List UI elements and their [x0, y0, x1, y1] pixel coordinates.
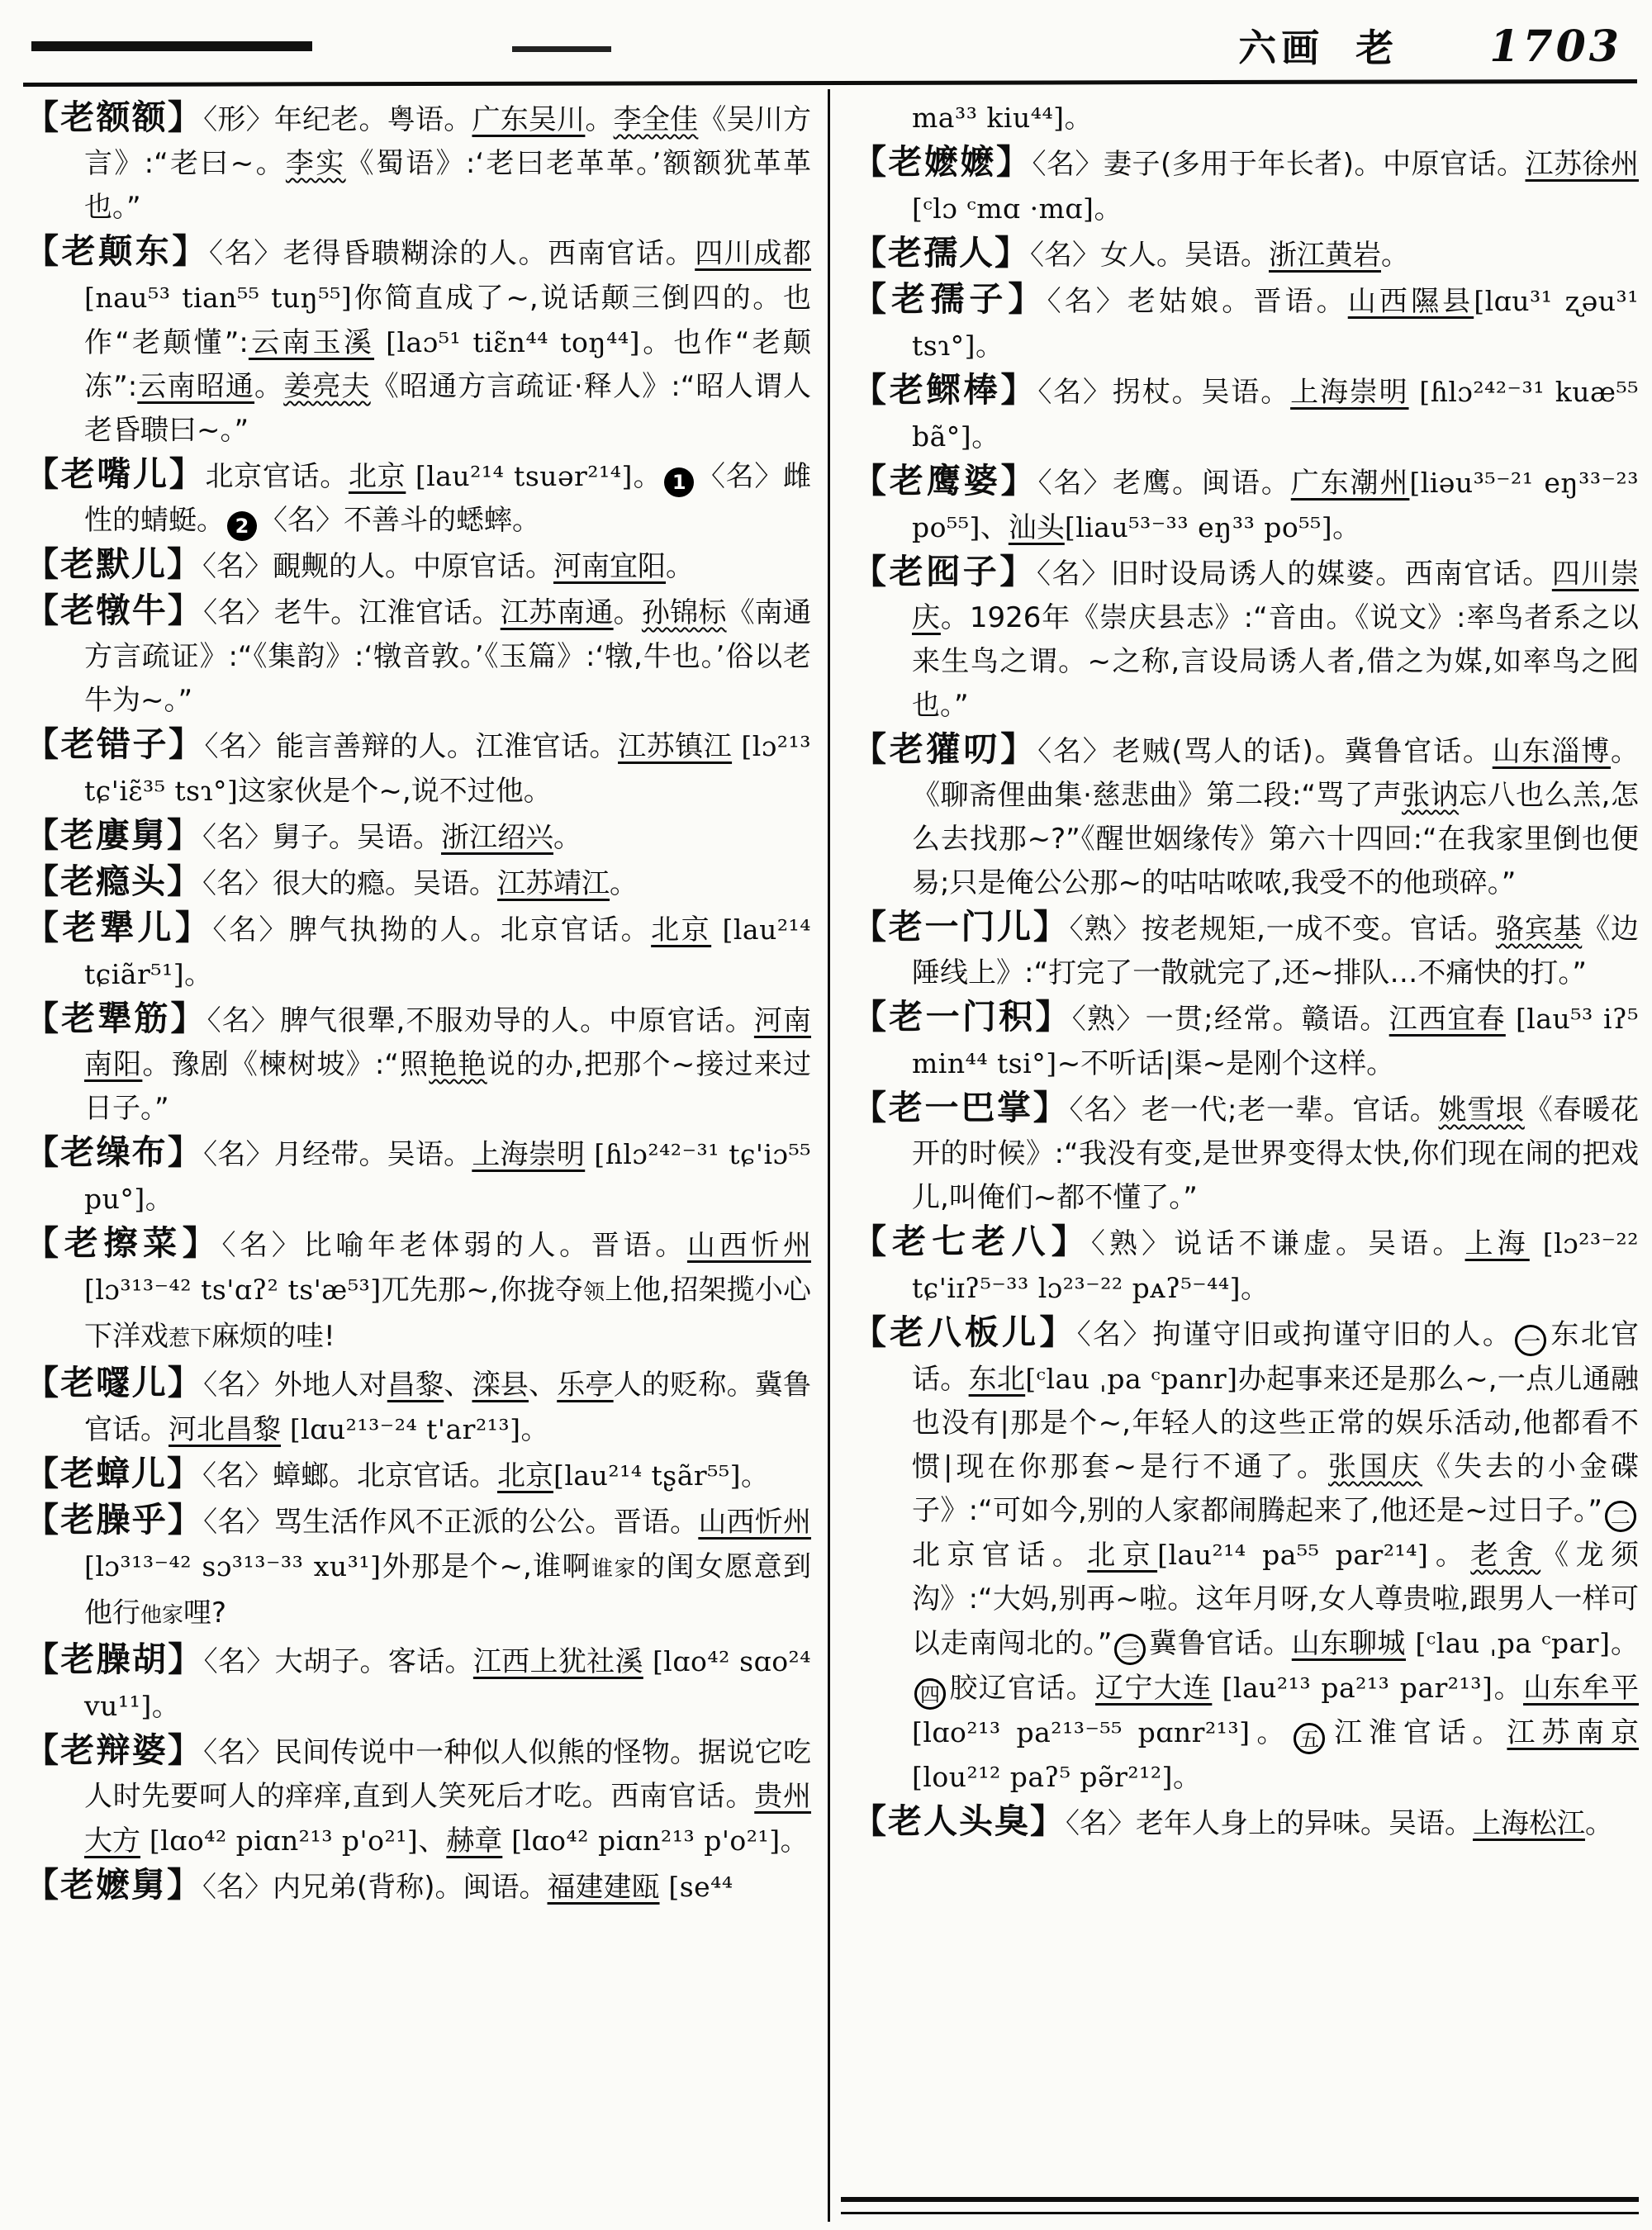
definition-text: 。: [741, 1459, 770, 1492]
definition-text: 〈名〉老一代;老一辈。官话。: [1069, 1094, 1439, 1127]
definition-text: 〈熟〉说话不谦虚。吴语。: [1090, 1227, 1465, 1260]
entry-headword: 【老八板儿】: [852, 1312, 1077, 1352]
definition-text: 。《聊斋俚曲集·慈悲曲》第二段:“骂了声: [912, 735, 1640, 812]
definition-text: ~不听话|渠~是刚个这样。: [1056, 1047, 1395, 1080]
dictionary-entry: [25, 1863, 811, 1910]
place-name: 河北昌黎: [169, 1413, 281, 1446]
dictionary-entry: [25, 230, 811, 453]
entry-headword: 【老廔舅】: [25, 815, 202, 855]
entry-headword: 【老鹰婆】: [852, 461, 1038, 501]
phonetic-transcription: [lau²¹⁴ tsuər²¹⁴]: [415, 460, 633, 492]
place-name: 山东牟平: [1523, 1672, 1640, 1705]
definition-text: 。: [976, 330, 1004, 363]
definition-text: [732, 730, 741, 763]
definition-text: 〈名〉旧时设局诱人的媒婆。西南官话。: [1037, 558, 1552, 591]
phonetic-transcription: [laɔ⁵¹ tiɛ̃n⁴⁴ toŋ⁴⁴]: [386, 326, 640, 358]
phonetic-transcription: [se⁴⁴: [668, 1871, 733, 1903]
dictionary-entry: [25, 1361, 811, 1452]
definition-text: 。: [585, 103, 614, 136]
definition-text: 〈名〉老贼(骂人的话)。冀鲁官话。: [1037, 735, 1493, 768]
radical-label: 老: [1355, 26, 1399, 70]
place-name: 河南南阳: [84, 1004, 812, 1081]
phonetic-transcription: [liau⁵³⁻³³ eŋ³³ po⁵⁵]: [1064, 511, 1333, 543]
phonetic-transcription: [lɔ²³⁻²² tɕ'iɪʔ⁵⁻³³ lɔ²³⁻²² pᴀʔ⁵⁻⁴⁴]: [912, 1227, 1640, 1304]
place-name: 云南玉溪: [248, 326, 375, 359]
definition-text: 。: [1585, 1807, 1613, 1840]
definition-text: 〈名〉靦觍的人。中原官话。: [202, 550, 553, 583]
phonetic-transcription: [nau⁵³ tian⁵⁵ tuŋ⁵⁵]: [84, 282, 353, 314]
dictionary-entry: [852, 1311, 1639, 1800]
definition-text: 。: [971, 420, 1000, 453]
definition-text: 〈名〉不善斗的蟋蟀。: [259, 504, 540, 537]
dictionary-entry: [852, 278, 1639, 368]
dictionary-entry: [25, 589, 811, 723]
place-name: 山东聊城: [1291, 1627, 1406, 1660]
definition-text: 《昭通方言疏证·释人》:“昭人谓人老昏聩曰~。”: [84, 370, 811, 447]
right-column: [852, 96, 1639, 1846]
definition-text: [1506, 1003, 1516, 1036]
definition-text: [281, 1413, 290, 1446]
definition-text: [1409, 376, 1420, 409]
definition-text: 。: [1381, 239, 1409, 272]
definition-text: 〈名〉很大的瘾。吴语。: [202, 867, 497, 900]
dictionary-entry: [852, 550, 1639, 728]
phonetic-transcription: [lɑu²¹³⁻²⁴ t'ar²¹³]: [289, 1413, 521, 1445]
entry-headword: 【老嘴儿】: [25, 454, 206, 494]
entry-headword: 【老人头臭】: [852, 1801, 1066, 1841]
section-label: 六画: [1238, 26, 1325, 70]
place-name: 山西隰县: [1347, 285, 1474, 318]
entry-headword: 【老额额】: [25, 97, 204, 137]
definition-text: 〈名〉外地人对: [203, 1369, 387, 1402]
entry-headword: 【老错子】: [25, 724, 205, 764]
entry-headword: 【老獾叨】: [852, 729, 1038, 769]
phonetic-transcription: [lɑo⁴² piɑn²¹³ p'o²¹]: [511, 1824, 781, 1857]
phonetic-transcription: [lɔ³¹³⁻⁴² sɔ³¹³⁻³³ xu³¹]: [84, 1550, 382, 1582]
definition-text: 说的办,把那个~接过来过日子。”: [84, 1048, 812, 1125]
definition-text: 《蜀语》:‘老曰老革革。’额额犹革革也。”: [84, 147, 811, 224]
definition-text: 〈名〉月经带。吴语。: [203, 1138, 472, 1171]
definition-text: 。豫剧《楝树坡》:“照: [142, 1048, 430, 1081]
definition-text: 麻烦的哇!: [211, 1320, 335, 1353]
phonetic-transcription: [lau²¹⁴ pa⁵⁵ par²¹⁴]: [1157, 1539, 1429, 1571]
place-name: 东北: [968, 1363, 1026, 1396]
place-name: 江西上犹社溪: [472, 1645, 643, 1678]
header-rule: [23, 79, 1637, 87]
entry-headword: 【老犟筋】: [25, 999, 207, 1038]
scan-artifact-rule: [31, 41, 312, 51]
place-name: 上海崇明: [1290, 376, 1409, 409]
definition-text: 《失去的小金碟子》:“可如今,别的人家都闹腾起来了,他还是~过日子。”: [912, 1450, 1640, 1527]
definition-text: 北京官话。: [912, 1539, 1088, 1572]
definition-text: 〈名〉雌性的蜻蜓。: [84, 460, 812, 537]
small-print-text: 领: [583, 1280, 605, 1305]
place-name: 北京: [651, 913, 712, 947]
dictionary-entry: [25, 543, 811, 589]
definition-text: 。: [613, 596, 642, 629]
entry-headword: 【老默儿】: [25, 544, 202, 584]
definition-text: 〈熟〉一贯;经常。赣语。: [1071, 1003, 1389, 1036]
phonetic-transcription: [liəu³⁵⁻²¹ eŋ³³⁻²³ po⁵⁵]: [912, 467, 1640, 543]
definition-text: 〈名〉比喻年老体弱的人。晋语。: [221, 1229, 687, 1262]
definition-text: 〈名〉老年人身上的异味。吴语。: [1066, 1807, 1473, 1840]
dictionary-entry: [852, 368, 1639, 459]
definition-text: 冀鲁官话。: [1148, 1627, 1292, 1660]
place-name: 河南宜阳: [553, 550, 666, 583]
proper-name: 骆宾基: [1495, 913, 1583, 946]
place-name: 山西忻州: [698, 1506, 812, 1539]
place-name: 江苏镇江: [618, 730, 733, 763]
small-print-text: 他家: [140, 1603, 184, 1628]
definition-text: 。: [145, 1183, 173, 1216]
dictionary-entry: [25, 1131, 811, 1222]
place-name: 云南昭通: [137, 370, 255, 403]
entry-headword: 【老一门儿】: [852, 907, 1070, 947]
entry-headword: 【老孺人】: [852, 233, 1030, 273]
proper-name: 艳艳: [429, 1048, 487, 1081]
phonetic-transcription: [lɑo⁴² piɑn²¹³ p'o²¹]: [149, 1824, 419, 1857]
definition-text: 《边陲线上》:“打完了一散就完了,还~排队…不痛快的打。”: [912, 913, 1640, 989]
definition-text: 上他,招架揽小心下洋戏: [84, 1274, 811, 1353]
dictionary-entry: [852, 905, 1639, 995]
dictionary-entry: [852, 231, 1639, 278]
entry-headword: 【老七老八】: [852, 1222, 1091, 1261]
definition-text: 北京官话。: [205, 460, 349, 493]
dictionary-entry: [25, 997, 811, 1131]
definition-text: 江淮官话。: [1327, 1716, 1507, 1749]
definition-text: [406, 460, 415, 493]
definition-text: 。: [1094, 192, 1123, 225]
sense-number: 2: [227, 511, 257, 541]
proper-name: 姜亮夫: [283, 370, 371, 403]
entry-headword: 【老嬷嬷】: [852, 142, 1032, 182]
definition-text: 《吴川方言》:“老曰~。: [84, 103, 812, 180]
dictionary-entry: [25, 723, 811, 814]
entry-headword: 【老颠东】: [25, 231, 209, 271]
page-number: 1703: [1489, 21, 1622, 72]
place-name: 滦县: [472, 1369, 529, 1402]
definition-text: 、: [444, 1369, 472, 1402]
definition-text: 〈名〉拘谨守旧或拘谨守旧的人。: [1076, 1318, 1513, 1351]
entry-headword: 【老嚺儿】: [25, 1363, 204, 1402]
definition-text: 。: [780, 1824, 809, 1858]
proper-name: 老舍: [1470, 1539, 1541, 1572]
proper-name: 李实: [285, 147, 346, 180]
dictionary-entry: [25, 96, 811, 230]
definition-text: 〈名〉脾气执拗的人。北京官话。: [212, 913, 652, 947]
phonetic-transcription: [lɔ²¹³ tɕ'iɛ̃³⁵ tsɿ°]: [84, 730, 811, 807]
definition-text: 。: [1610, 1627, 1640, 1660]
dictionary-entry: [25, 814, 811, 860]
definition-text: 《龙须沟》:“大妈,别再~啦。这年月呀,女人尊贵啦,跟男人一样可以走南闯北的。”: [912, 1539, 1640, 1660]
phonetic-transcription: [lau²¹³ pa²¹³ par²¹³]: [1222, 1672, 1493, 1704]
definition-text: 〈名〉老姑娘。晋语。: [1047, 285, 1348, 318]
definition-text: 〈名〉女人。吴语。: [1030, 239, 1269, 272]
dictionary-entry: [852, 1800, 1639, 1846]
definition-text: 〈名〉蟑螂。北京官话。: [202, 1459, 497, 1492]
place-name: 江苏徐州: [1525, 148, 1640, 181]
definition-text: 。: [632, 460, 662, 493]
proper-name: 李全佳: [613, 103, 699, 136]
phonetic-transcription: [ᶜlau ˌpa ᶜpanr]: [1025, 1363, 1238, 1395]
place-name: 广东吴川: [472, 103, 586, 136]
place-name: 江西宜春: [1389, 1003, 1506, 1036]
proper-name: 张国庆: [1327, 1450, 1422, 1483]
place-name: 辽宁大连: [1095, 1672, 1213, 1705]
small-print-text: 谁家: [591, 1557, 637, 1582]
definition-text: 、: [418, 1824, 447, 1858]
place-name: 山东淄博: [1492, 735, 1612, 768]
definition-text: 〈名〉内兄弟(背称)。闽语。: [202, 1871, 548, 1904]
place-name: 北京: [1087, 1539, 1158, 1572]
place-name: 汕头: [1008, 511, 1065, 544]
place-name: 上海松江: [1473, 1807, 1585, 1840]
definition-text: [643, 1645, 653, 1678]
phonetic-transcription: [lau⁵³ iʔ⁵ min⁴⁴ tsi°]: [912, 1003, 1640, 1079]
definition-text: [1212, 1672, 1222, 1705]
entry-headword: 【老辩婆】: [25, 1730, 204, 1770]
definition-text: 。: [666, 550, 694, 583]
definition-text: 。: [1250, 1716, 1292, 1749]
definition-text: 。: [184, 958, 213, 991]
definition-text: 胶辽官话。: [948, 1672, 1096, 1705]
phonetic-transcription: [ᶜlau ˌpa ᶜpar]: [1415, 1627, 1611, 1659]
entry-headword: 【老一门积】: [852, 997, 1072, 1037]
place-name: 浙江黄岩: [1269, 239, 1381, 272]
subsense-number: 一: [1515, 1325, 1546, 1356]
phonetic-transcription: [ɦlɔ²⁴²⁻³¹ tɕ'iɔ⁵⁵ pu°]: [84, 1138, 811, 1215]
entry-headword: 【老蟑儿】: [25, 1454, 202, 1493]
page-header: [1238, 18, 1622, 73]
subsense-number: 二: [1605, 1501, 1636, 1532]
place-name: 四川成都: [695, 237, 812, 270]
definition-text: 。也作“老颠冻”:: [84, 326, 811, 403]
definition-text: 。: [1172, 1761, 1201, 1794]
definition-text: 兀先那~,你拢夺: [381, 1274, 584, 1307]
definition-text: 。: [553, 821, 582, 854]
phonetic-transcription: [lɑo²¹³ pa²¹³⁻⁵⁵ pɑnr²¹³]: [912, 1716, 1251, 1748]
definition-text: 〈名〉老牛。江淮官话。: [203, 596, 501, 629]
definition-text: 〈名〉妻子(多用于年长者)。中原官话。: [1032, 148, 1526, 181]
place-name: 山西忻州: [686, 1229, 812, 1262]
bottom-rule: [841, 2197, 1639, 2214]
definition-text: 哩?: [183, 1597, 227, 1630]
definition-text: [585, 1138, 594, 1171]
definition-text: 。1926年《崇庆县志》:“音由。《说文》:率鸟者系之以来生鸟之谓。~之称,言设局诱人者,借之为媒,如率鸟之囮也。”: [912, 601, 1639, 722]
phonetic-transcription: [lou²¹² paʔ⁵ pə̃r²¹²]: [912, 1761, 1173, 1793]
definition-text: [140, 1824, 150, 1858]
definition-text: 〈名〉舅子。吴语。: [202, 821, 441, 854]
phonetic-transcription: [lau²¹⁴ tʂãr⁵⁵]: [553, 1459, 742, 1492]
definition-text: 。: [1241, 1272, 1270, 1305]
definition-text: 东北官话。: [912, 1318, 1639, 1396]
small-print-text: 惹下: [169, 1326, 212, 1351]
definition-text: 你简直成了~,说话颠三倒四的。也作“老颠懂”:: [84, 282, 812, 359]
dictionary-entry: [25, 1452, 811, 1498]
entry-headword: 【老缲布】: [25, 1132, 204, 1172]
definition-text: [374, 326, 386, 359]
dictionary-entry: [852, 728, 1639, 905]
dictionary-entry: [852, 1220, 1639, 1311]
place-name: 浙江绍兴: [441, 821, 553, 854]
place-name: 江苏南通: [500, 596, 614, 629]
definition-text: 。: [1332, 511, 1361, 544]
definition-text: 办起事来还是那么~,一点儿通融也没有|那是个~,年轻人的这些正常的娱乐活动,他都看不惯|现在你那套~是行不通了。: [912, 1363, 1639, 1483]
column-divider: [828, 89, 830, 2222]
dictionary-entry: [25, 860, 811, 906]
definition-text: 〈名〉大胡子。客话。: [203, 1645, 473, 1678]
place-name: 赫章: [446, 1824, 503, 1858]
entry-headword: 【老犟儿】: [25, 908, 213, 947]
place-name: 四川崇庆: [912, 558, 1640, 634]
subsense-number: 四: [914, 1678, 946, 1710]
entry-headword: 【老擦菜】: [25, 1223, 222, 1263]
dictionary-entry: [852, 1086, 1639, 1220]
definition-text: 《春暖花开的时候》:“我没有变,是世界变得太快,你们现在闹的把戏儿,叫俺们~都不懂了。”: [912, 1094, 1640, 1214]
definition-text: 〈名〉拐杖。吴语。: [1037, 376, 1291, 409]
place-name: 乐亭: [557, 1369, 614, 1402]
entry-headword: 【老囮子】: [852, 552, 1037, 591]
left-column: [25, 96, 811, 1910]
definition-text: 、: [980, 511, 1009, 544]
definition-text: 人的贬称。冀鲁官话。: [84, 1369, 812, 1446]
entry-headword: 【老鳏棒】: [852, 370, 1038, 410]
definition-text: [1530, 1227, 1543, 1260]
place-name: 江苏靖江: [497, 867, 610, 900]
entry-headword: 【老臊乎】: [25, 1500, 204, 1540]
entry-headword: 【老瘾头】: [25, 861, 202, 901]
place-name: 北京: [497, 1459, 553, 1492]
phonetic-transcription: [ᶜlɔ ᶜmɑ ·mɑ]: [912, 192, 1094, 225]
definition-text: 。: [1064, 102, 1093, 135]
dictionary-entry: [852, 995, 1639, 1086]
phonetic-transcription: [lɔ³¹³⁻⁴² ts'ɑʔ² ts'æ⁵³]: [84, 1274, 382, 1306]
dictionary-entry: [25, 1222, 811, 1361]
phonetic-transcription: [ɦlɔ²⁴²⁻³¹ kuæ⁵⁵ bã°]: [912, 376, 1640, 453]
subsense-number: 三: [1114, 1634, 1146, 1665]
definition-text: 〈名〉能言善辩的人。江淮官话。: [204, 730, 619, 763]
definition-text: 〈名〉骂生活作风不正派的公公。晋语。: [203, 1506, 699, 1539]
entry-headword: 【老臊胡】: [25, 1639, 204, 1679]
definition-text: 〈名〉脾气很犟,不服劝导的人。中原官话。: [206, 1004, 754, 1037]
dictionary-entry: [852, 140, 1639, 231]
proper-name: 姚雪垠: [1438, 1094, 1525, 1127]
definition-text: 。: [254, 370, 284, 403]
definition-text: 这家伙是个~,说不过他。: [238, 775, 552, 808]
definition-text: 〈名〉老鹰。闽语。: [1037, 467, 1291, 500]
place-name: 北京: [348, 460, 406, 493]
definition-text: 。: [1493, 1672, 1524, 1705]
phonetic-transcription: [lɑu³¹ ʐəu³¹ tsɿ°]: [912, 285, 1640, 362]
place-name: 广东潮州: [1290, 467, 1410, 500]
entry-headword: 【老嬷舅】: [25, 1865, 202, 1905]
definition-text: 。: [1428, 1539, 1471, 1572]
place-name: 昌黎: [387, 1369, 444, 1402]
definition-text: 忘八也么羔,怎么去找那~?”《醒世姻缘传》第六十四回:“在我家里倒也便易;只是俺公公那~的咕咕哝哝,我受不的他琐碎。”: [912, 779, 1640, 899]
definition-text: 、: [528, 1369, 558, 1402]
phonetic-transcription: ma³³ kiu⁴⁴]: [912, 102, 1065, 134]
entry-headword: 【老孺子】: [852, 279, 1047, 319]
sense-number: 1: [664, 467, 694, 497]
entry-headword: 【老犜牛】: [25, 591, 204, 630]
definition-text: 〈名〉老得昏聩糊涂的人。西南官话。: [209, 237, 695, 270]
subsense-number: 五: [1294, 1723, 1325, 1754]
dictionary-entry: [852, 459, 1639, 550]
definition-text: 〈名〉民间传说中一种似人似熊的怪物。据说它吃人时先要呵人的痒痒,直到人笑死后才吃。西南官话。: [84, 1736, 812, 1813]
definition-text: 的闺女愿意到他行: [84, 1550, 812, 1630]
dictionary-entry: [25, 1729, 811, 1863]
definition-text: 外那是个~,谁啊: [381, 1550, 592, 1583]
proper-name: 张讷: [1402, 779, 1460, 812]
place-name: 上海崇明: [472, 1138, 586, 1171]
definition-text: 《南通方言疏证》:“《集韵》:‘犜音敦。’《玉篇》:‘犜,牛也。’俗以老牛为~。”: [84, 596, 812, 717]
definition-text: [502, 1824, 511, 1858]
dictionary-entry: [25, 906, 811, 997]
dictionary-entry: [25, 453, 811, 543]
place-name: 贵州大方: [84, 1780, 812, 1858]
dictionary-entry: [25, 1498, 811, 1638]
proper-name: 孙锦标: [641, 596, 727, 629]
definition-text: 。: [520, 1413, 549, 1446]
phonetic-transcription: [lau²¹⁴ tɕiãr⁵¹]: [84, 913, 812, 990]
definition-text: 。: [610, 867, 638, 900]
scan-artifact-mark: [512, 46, 611, 52]
place-name: 上海: [1464, 1227, 1530, 1260]
definition-text: 〈形〉年纪老。粤语。: [203, 103, 472, 136]
definition-text: 〈熟〉按老规矩,一成不变。官话。: [1069, 913, 1496, 946]
place-name: 江苏南京: [1507, 1716, 1640, 1749]
place-name: 福建建瓯: [547, 1871, 660, 1904]
dictionary-entry: [25, 1638, 811, 1729]
dictionary-entry: [852, 96, 1639, 140]
definition-text: [660, 1871, 669, 1904]
entry-headword: 【老一巴掌】: [852, 1088, 1070, 1127]
definition-text: 。: [151, 1690, 180, 1723]
phonetic-transcription: [lɑo⁴² sɑo²⁴ vu¹¹]: [84, 1645, 812, 1722]
definition-text: [1406, 1627, 1415, 1660]
definition-text: [711, 913, 722, 947]
